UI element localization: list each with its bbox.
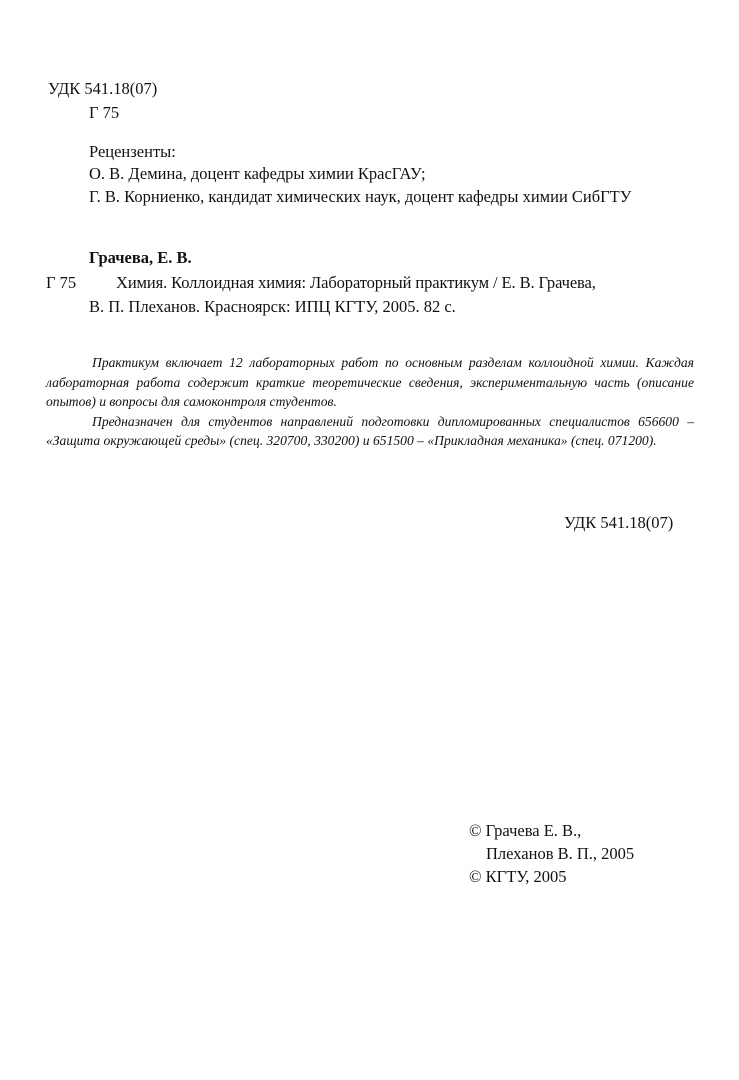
annotation-paragraph-1: Практикум включает 12 лабораторных работ по основным разделам коллоидной химии. Каждая лабораторная работа содержит краткие теоретические сведения, экспериментальную часть (описание опытов) и вопросы для самоконтроля студентов. (46, 355, 694, 409)
udk-code-right: УДК 541.18(07) (564, 513, 674, 532)
bibliography-code: Г 75 (46, 273, 77, 292)
annotation (46, 353, 694, 451)
udk-code: УДК 541.18(07) (48, 79, 158, 98)
copyright-line-2: Плеханов В. П., 2005 (486, 844, 635, 863)
copyright-line-3: © КГТУ, 2005 (469, 867, 567, 886)
bibliography-line-2: В. П. Плеханов. Красноярск: ИПЦ КГТУ, 2005. 82 с. (89, 297, 456, 316)
bibliography-line-1: Химия. Коллоидная химия: Лабораторный практикум / Е. В. Грачева, (116, 273, 596, 292)
reviewer-2: Г. В. Корниенко, кандидат химических наук, доцент кафедры химии СибГТУ (89, 187, 632, 206)
reviewers-title: Рецензенты: (89, 142, 176, 161)
author-heading: Грачева, Е. В. (89, 248, 192, 267)
annotation-paragraph-2: Предназначен для студентов направлений подготовки дипломированных специалистов 656600 – «Защита окружающей среды» (спец. 320700, 330200) и 651500 – «Прикладная механика» (спец. 071200). (46, 413, 694, 448)
bbk-code: Г 75 (89, 103, 120, 122)
reviewer-1: О. В. Демина, доцент кафедры химии КрасГАУ; (89, 164, 426, 183)
copyright-line-1: © Грачева Е. В., (469, 821, 582, 840)
